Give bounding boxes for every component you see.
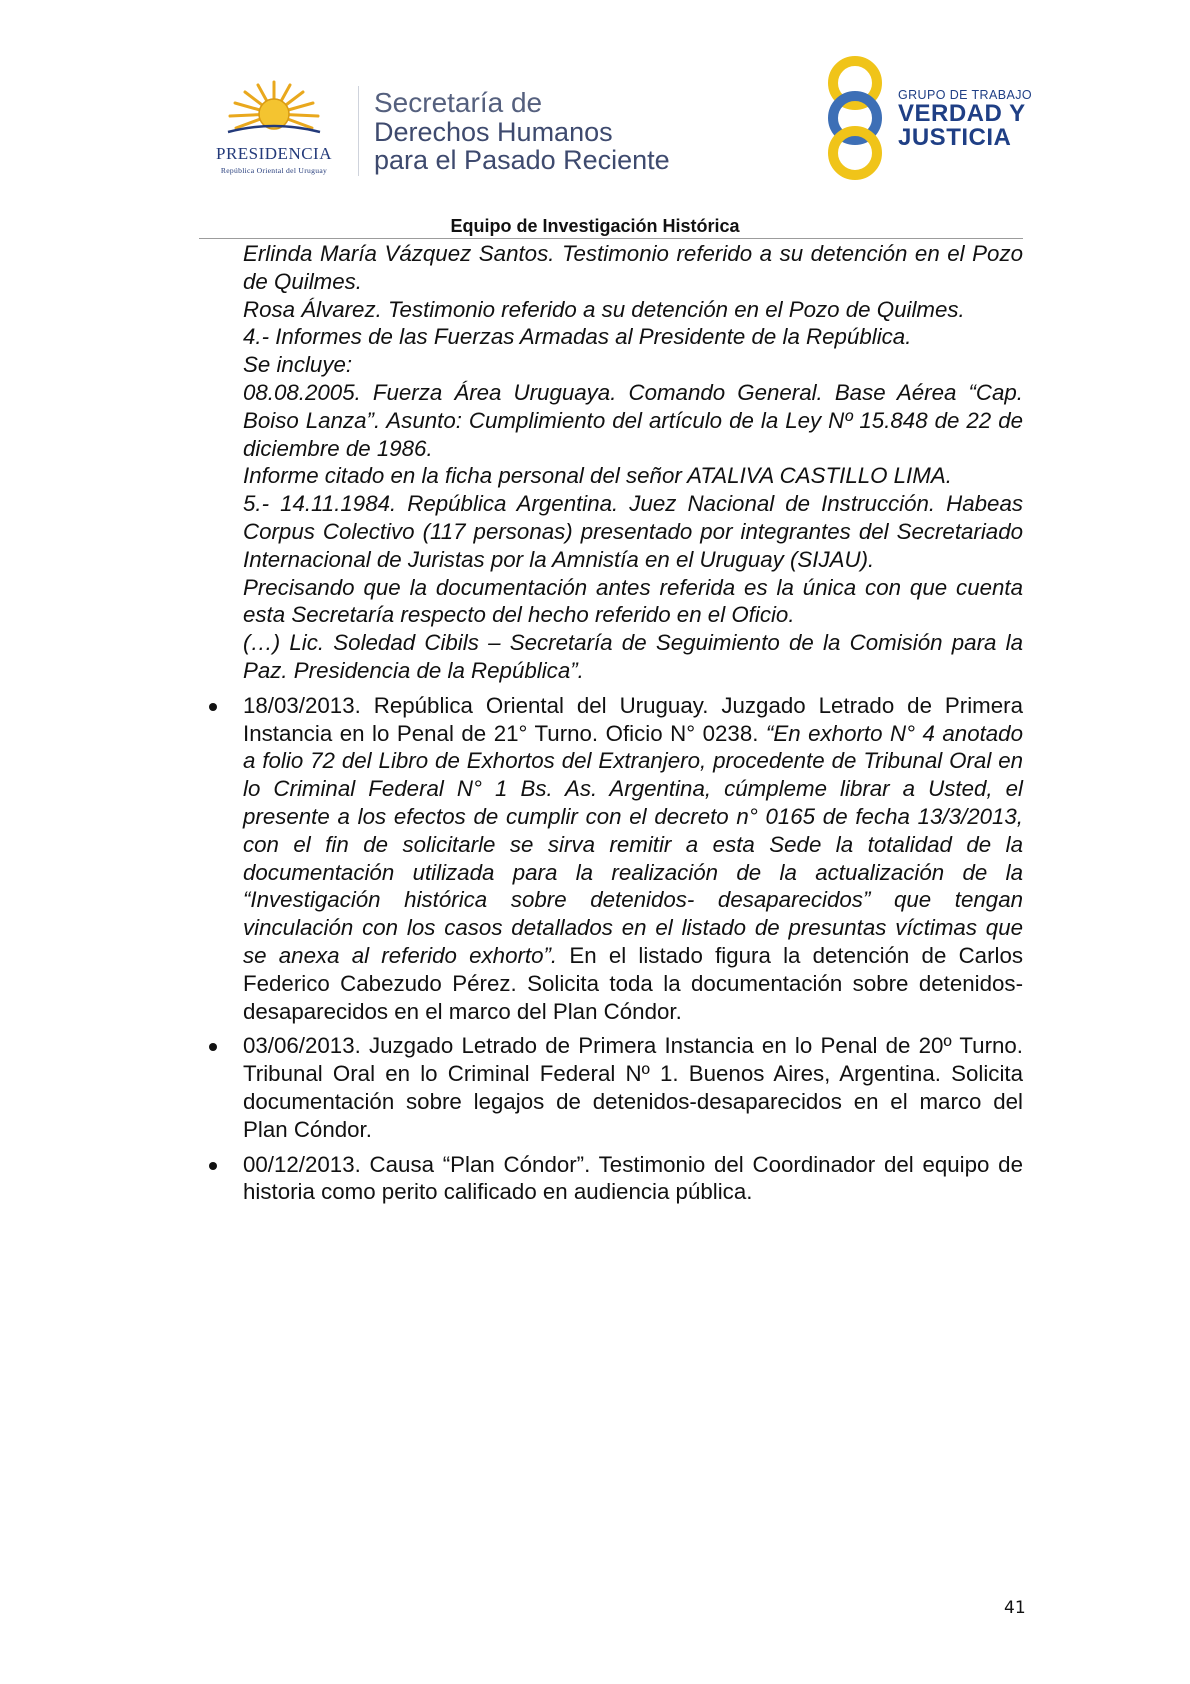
paragraph: Erlinda María Vázquez Santos. Testimonio referido a su detención en el Pozo de Quilmes. <box>243 241 1023 294</box>
logo-divider <box>358 86 359 176</box>
verdad-label: VERDAD Y <box>898 100 1026 127</box>
bullet-icon <box>209 703 217 711</box>
item-lead-text: 03/06/2013. Juzgado Letrado de Primera Instancia en lo Penal de 20º Turno. Tribunal Oral en lo Criminal Federal Nº 1. Buenos Aires, Argentina. Solicita documentación sobre legajos de detenidos-desaparecidos en el marco del Plan Cóndor. <box>243 1033 1023 1142</box>
paragraph: 08.08.2005. Fuerza Área Uruguaya. Comando General. Base Aérea “Cap. Boiso Lanza”. Asunto: Cumplimiento del artículo de la Ley Nº 15.848 de 22 de diciembre de 1986. <box>243 379 1023 461</box>
paragraph: Se incluye: <box>243 352 353 378</box>
paragraph: (…) Lic. Soledad Cibils – Secretaría de Seguimiento de la Comisión para la Paz. Presidencia de la República”. <box>243 630 1023 683</box>
list-item <box>243 1032 1023 1143</box>
presidencia-subtitle: República Oriental del Uruguay <box>220 166 328 175</box>
presidencia-name: PRESIDENCIA <box>215 144 332 163</box>
page-header <box>0 0 1190 240</box>
secretaria-line-1: Secretaría de <box>374 87 543 118</box>
secretaria-line-2: Derechos Humanos <box>374 117 613 147</box>
list-item <box>243 1151 1023 1207</box>
presidencia-logo <box>196 80 352 180</box>
grupo-trabajo-text <box>898 88 1032 150</box>
paragraph: Informe citado en la ficha personal del señor ATALIVA CASTILLO LIMA. <box>243 463 952 489</box>
grupo-trabajo-label: GRUPO DE TRABAJO <box>898 88 1032 102</box>
item-tail-text: En el listado figura la detención de Carlos Federico Cabezudo Pérez. Solicita toda la documentación sobre detenidos-desaparecidos en el marco del Plan Cóndor. <box>243 942 1023 1024</box>
secretaria-logo-text <box>374 88 670 174</box>
header-rule <box>199 238 1023 239</box>
bullet-icon <box>209 1162 217 1170</box>
bullet-list <box>243 692 1023 1206</box>
item-lead-text: 18/03/2013. República Oriental del Uruguay. Juzgado Letrado de Primera Instancia en lo Penal de 21° Turno. Oficio N° 0238. <box>243 692 1023 746</box>
secretaria-line-3: para el Pasado Reciente <box>374 145 670 175</box>
team-title: Equipo de Investigación Histórica <box>450 216 740 236</box>
sun-emblem-icon <box>226 80 322 140</box>
list-item <box>243 692 1023 1026</box>
item-lead-text: 00/12/2013. Causa “Plan Cóndor”. Testimonio del Coordinador del equipo de historia como perito calificado en audiencia pública. <box>243 1151 1023 1205</box>
justicia-label: JUSTICIA <box>898 124 1012 151</box>
page-number: 41 <box>1004 1598 1026 1618</box>
paragraph: 4.- Informes de las Fuerzas Armadas al Presidente de la República. <box>243 324 912 350</box>
item-quote-text: “En exhorto N° 4 anotado a folio 72 del Libro de Exhortos del Extranjero, procedente de Tribunal Oral en lo Criminal Federal N° 1 Bs. As. Argentina, cúmpleme librar a Usted, el presente a los efectos de cumplir con el decreto n° 0165 de fecha 13/3/2013, con el fin de solicitarle se sirva remitir a esta Sede la totalidad de la documentación utilizada para la realización de la actualización de la “Investigación histórica sobre detenidos- desaparecidos” que tengan vinculación con los casos detallados en el listado de presuntas víctimas que se anexa al referido exhorto”. <box>243 720 1023 968</box>
paragraph: 5.- 14.11.1984. República Argentina. Juez Nacional de Instrucción. Habeas Corpus Colectivo (117 personas) presentado por integrantes del Secretariado Internacional de Juristas por la Amnistía en el Uruguay (SIJAU). <box>243 491 1023 572</box>
document-body <box>243 240 1023 1206</box>
paragraph: Rosa Álvarez. Testimonio referido a su detención en el Pozo de Quilmes. <box>243 296 965 322</box>
bullet-icon <box>209 1043 217 1051</box>
paragraph: Precisando que la documentación antes referida es la única con que cuenta esta Secretaría respecto del hecho referido en el Oficio. <box>243 574 1023 628</box>
